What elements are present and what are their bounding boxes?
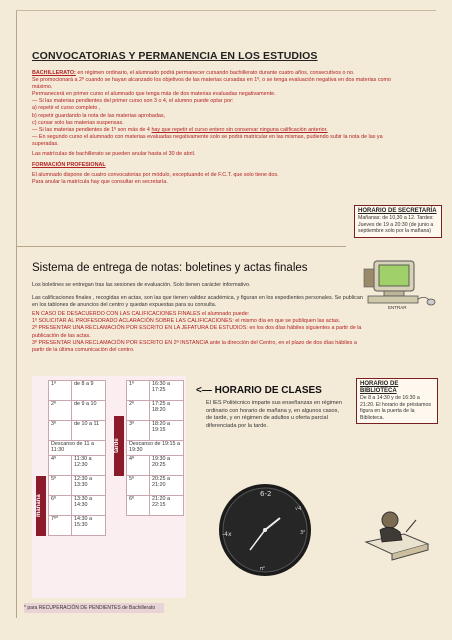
manana-period-cell: 3º bbox=[49, 421, 72, 441]
reclamation-step-3: 3º PRESENTAR UNA RECLAMACIÓN POR ESCRITO EN 2ª INSTANCIA ante la dirección del Centro, en el plazo de dos días hábiles a partir de la última comunicación del centro. bbox=[32, 339, 357, 353]
tarde-time-cell: 21:20 a 22:15 bbox=[150, 496, 184, 516]
option-intro-text: — Si las materias pendientes del primer curso son 3 o 4, el alumno puede optar por: bbox=[32, 98, 234, 105]
secretaria-text: Mañanas: de 10,30 a 12. Tardes: Jueves de 19 a 20:30 (de junio a septiembre solo por la mañana) bbox=[358, 215, 434, 235]
more-than-four-paragraph bbox=[32, 127, 400, 134]
section-divider bbox=[16, 246, 346, 247]
option-a-text: a) repetir el curso completo , bbox=[32, 105, 101, 112]
manana-row bbox=[49, 441, 106, 456]
section-title-notas: Sistema de entrega de notas: boletines y actas finales bbox=[32, 262, 308, 274]
tarde-period-cell: 2º bbox=[127, 401, 150, 421]
repeat-whole-course-text: hay que repetir el curso entero sin conservar ninguna calificación anterior. bbox=[151, 126, 328, 133]
tarde-time-cell: 18:20 a 19:15 bbox=[150, 421, 184, 441]
tarde-period-cell: 3º bbox=[127, 421, 150, 441]
tarde-table bbox=[126, 380, 184, 516]
tarde-row bbox=[127, 456, 184, 476]
fp-text-2: Para anular la matrícula hay que consultar en secretaría. bbox=[32, 179, 168, 186]
fp-label: FORMACIÓN PROFESIONAL bbox=[32, 162, 106, 169]
manana-row bbox=[49, 381, 106, 401]
tarde-row bbox=[127, 441, 184, 456]
tarde-time-cell: 16:30 a 17:25 bbox=[150, 381, 184, 401]
clipart-label: ENTRAR bbox=[388, 305, 407, 310]
manana-time-cell: de 9 a 10 bbox=[72, 401, 106, 421]
manana-row bbox=[49, 421, 106, 441]
tarde-row bbox=[127, 381, 184, 401]
manana-table bbox=[48, 380, 106, 536]
svg-text:π²: π² bbox=[260, 566, 266, 572]
manana-break-cell: Descanso de 11 a 11:30 bbox=[49, 441, 106, 456]
repeat-first-text: Permanecerá en primer curso el alumnado que tenga más de dos materias evaluadas negativamente. bbox=[32, 91, 276, 98]
tarde-time-cell: 19:30 a 20:25 bbox=[150, 456, 184, 476]
manana-time-cell: de 8 a 9 bbox=[72, 381, 106, 401]
fp-text: El alumnado dispone de cuatro convocatorias por módulo, exceptuando el de F.C.T. que solo tiene dos. bbox=[32, 172, 279, 179]
tarde-row bbox=[127, 421, 184, 441]
manana-time-cell: de 10 a 11 bbox=[72, 421, 106, 441]
more-than-four-text: — Si las materias pendientes de 1º son más de 4 bbox=[32, 126, 152, 133]
bachillerato-paragraph bbox=[32, 70, 400, 77]
option-b-text: b) repetir guardando la nota de las materias aprobadas, bbox=[32, 112, 166, 119]
manana-period-cell: 6º bbox=[49, 496, 72, 516]
tarde-row bbox=[127, 401, 184, 421]
manana-period-cell: 1º bbox=[49, 381, 72, 401]
manana-label: mañana bbox=[36, 476, 46, 536]
clock-illustration bbox=[200, 478, 330, 578]
secretaria-hours-box bbox=[354, 205, 442, 238]
option-c-text: c) cursar solo las materias suspensas. bbox=[32, 119, 124, 126]
svg-text:-4x: -4x bbox=[222, 531, 232, 538]
svg-text:√4: √4 bbox=[295, 506, 302, 512]
biblioteca-hours-box bbox=[356, 378, 438, 424]
schedule-footnote: * para RECUPERACIÓN DE PENDIENTES de Bachillerato bbox=[24, 603, 164, 613]
schedule-heading: <— HORARIO DE CLASES bbox=[196, 385, 322, 396]
manana-row bbox=[49, 456, 106, 476]
svg-text:6-2: 6-2 bbox=[260, 490, 272, 498]
class-schedule bbox=[32, 376, 186, 598]
biblioteca-title: HORARIO DE BIBLIOTECA bbox=[360, 381, 399, 394]
reclamation-step-1: 1º SOLICITAR AL PROFESORADO ACLARACIÓN SOBRE LAS CALIFICACIONES: el mismo día en que se publiquen las actas. bbox=[32, 318, 341, 325]
manana-row bbox=[49, 476, 106, 496]
section-title-convocatorias: CONVOCATORIAS Y PERMANENCIA EN LOS ESTUDIOS bbox=[32, 50, 318, 62]
schedule-description: El IES Politécnico imparte sus enseñanzas en régimen ordinario con horario de mañana y, en algunos casos, de tarde, y en régimen de adultos u oferta parcial diferenciada por la tarde. bbox=[206, 400, 342, 429]
tarde-break-cell: Descanso de 19:15 a 19:30 bbox=[127, 441, 184, 456]
manana-period-cell: 2º bbox=[49, 401, 72, 421]
tarde-time-cell: 20:25 a 21:20 bbox=[150, 476, 184, 496]
bachillerato-label: BACHILLERATO: bbox=[32, 70, 76, 76]
boletines-text: Los boletines se entregan tras las sesiones de evaluación. Solo tienen carácter informativo. bbox=[32, 282, 251, 288]
promotion-text: Se promocionará a 2º cuando se hayan alcanzado los objetivos de las materias cursadas en 1º, o se tenga evaluación negativa en dos materias como máximo. bbox=[32, 77, 392, 91]
section-convocatorias-body bbox=[32, 70, 400, 186]
manana-row bbox=[49, 401, 106, 421]
second-course-text: — En segundo curso el alumnado con materias evaluadas negativamente solo se podrá matricular en las mismas, pudiendo subir la nota de las ya superadas. bbox=[32, 133, 383, 147]
enrollment-cancel-text: Las matrículas de bachillerato se pueden anular hasta el 30 de abril. bbox=[32, 151, 196, 158]
tarde-period-cell: 1º bbox=[127, 381, 150, 401]
tarde-row bbox=[127, 496, 184, 516]
manana-period-cell: 7º* bbox=[49, 516, 72, 536]
manana-time-cell: 14:30 a 15:30 bbox=[72, 516, 106, 536]
left-margin-rule bbox=[16, 10, 17, 618]
top-rule bbox=[16, 10, 436, 11]
tarde-period-cell: 5º bbox=[127, 476, 150, 496]
tarde-period-cell: 4º bbox=[127, 456, 150, 476]
manana-time-cell: 11:30 a 12:30 bbox=[72, 456, 106, 476]
tarde-row bbox=[127, 476, 184, 496]
manana-time-cell: 12:30 a 13:30 bbox=[72, 476, 106, 496]
manana-row bbox=[49, 496, 106, 516]
manana-time-cell: 13:30 a 14:30 bbox=[72, 496, 106, 516]
biblioteca-text: De 8 a 14:30 y de 16:30 a 21:20. El horario de préstamos figura en la puerta de la Biblioteca. bbox=[360, 395, 431, 421]
reclamation-step-2: 2º PRESENTAR UNA RECLAMACIÓN POR ESCRITO EN LA JEFATURA DE ESTUDIOS: en los dos días hábiles siguientes a partir de la publicación de las actas. bbox=[32, 325, 362, 339]
scholar-clipart bbox=[362, 502, 434, 564]
bachillerato-text: en régimen ordinario, el alumnado podrá permanecer cursando bachillerato durante cuatro años, consecutivos o no. bbox=[75, 70, 355, 76]
secretaria-title: HORARIO DE SECRETARÍA bbox=[358, 208, 437, 214]
computer-clipart bbox=[360, 255, 440, 317]
section-notas-body bbox=[32, 282, 366, 354]
svg-text:3²: 3² bbox=[300, 530, 306, 536]
calificaciones-text: Las calificaciones finales , recogidas en actas, son las que tienen validez académica, y figuran en los expedientes personales. Se publican en los tablones de anuncios del centro y quedan expuestas para su consulta. bbox=[32, 295, 363, 309]
tarde-label: tarde bbox=[114, 416, 124, 476]
manana-row bbox=[49, 516, 106, 536]
manana-period-cell: 5º bbox=[49, 476, 72, 496]
desacuerdo-text: EN CASO DE DESACUERDO CON LAS CALIFICACIONES FINALES el alumnado puede: bbox=[32, 311, 250, 318]
tarde-period-cell: 6º bbox=[127, 496, 150, 516]
tarde-time-cell: 17:25 a 18:20 bbox=[150, 401, 184, 421]
manana-period-cell: 4º bbox=[49, 456, 72, 476]
